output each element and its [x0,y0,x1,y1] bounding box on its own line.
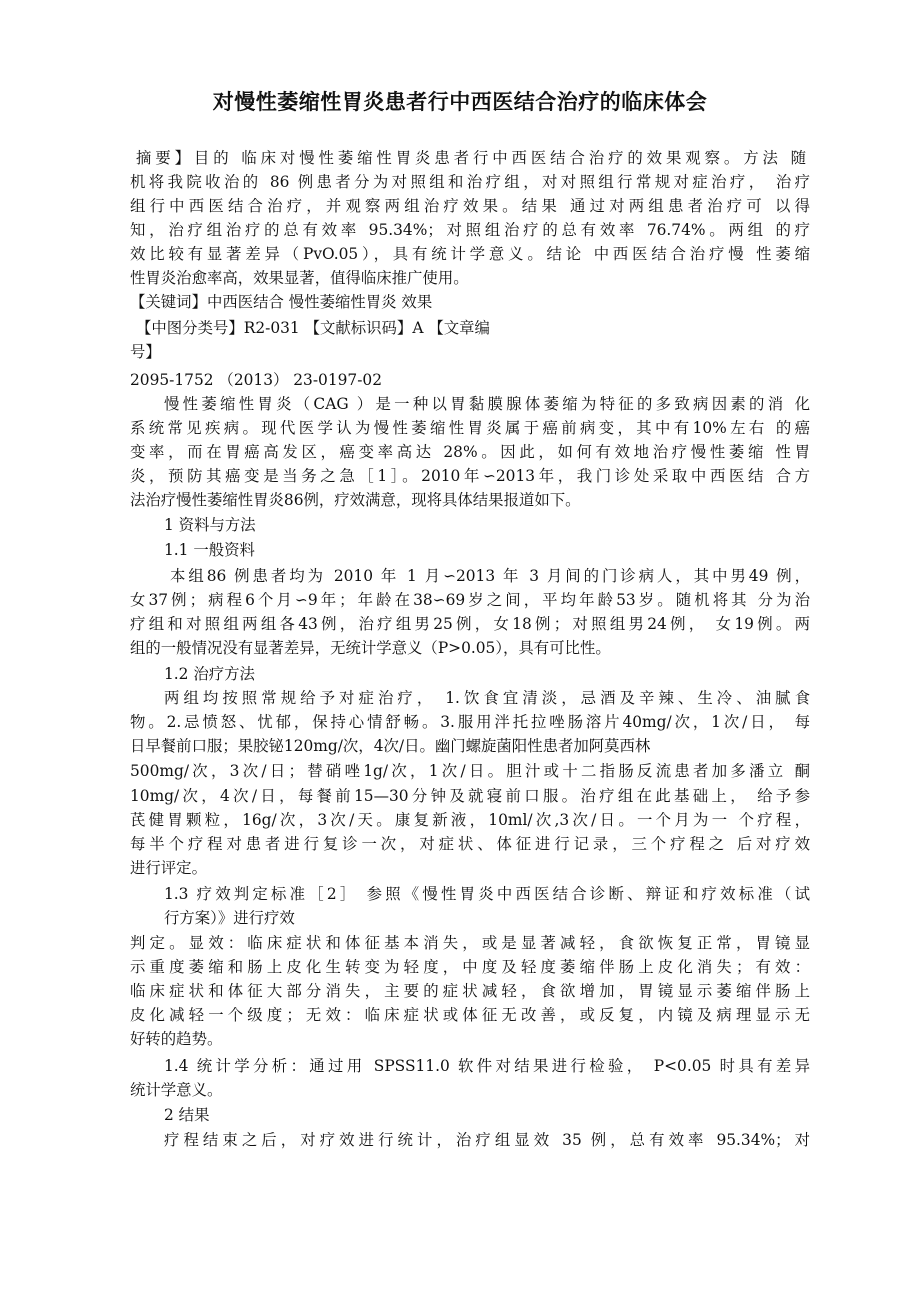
text-line: 摘要】目的 临床对慢性萎缩性胃炎患者行中西医结合治疗的效果观察。方法 随 [136,149,806,167]
text-line: 日早餐前口服；果胶铋120mg/次，4次/日。幽门螺旋菌阳性患者加阿莫西林 [130,737,651,755]
text-line: 两组均按照常规给予对症治疗， 1.饮食宜清淡，忌酒及辛辣、生冷、油腻食 [164,689,810,707]
text-line: 慢性萎缩性胃炎（CAG ）是一种以胃黏膜腺体萎缩为特征的多致病因素的消 化 [164,395,810,413]
text-line: 疗组和对照组两组各43例，治疗组男25例，女18例；对照组男24例， 女19例。两 [130,615,810,633]
text-line: 组行中西医结合治疗，并观察两组治疗效果。结果 通过对两组患者治疗可 以得 [130,197,810,215]
text-line: 500mg/次，3次/日；替硝唑1g/次，1次/日。胆汁或十二指肠反流患者加多潘立 酮 [130,762,810,780]
text-line: 1.3 疗效判定标准［2］ 参照《慢性胃炎中西医结合诊断、辩证和疗效标准（试 [164,885,810,903]
text-line: 皮化减轻一个级度；无效：临床症状或体征无改善，或反复，内镜及病理显示无 [130,1006,810,1024]
text-line: 示重度萎缩和肠上皮化生转变为轻度，中度及轻度萎缩伴肠上皮化消失；有效： [130,958,810,976]
text-line: 统计学意义。 [130,1081,223,1099]
text-line: 法治疗慢性萎缩性胃炎86例，疗效满意，现将具体结果报道如下。 [130,491,581,509]
article-number-line: 2095-1752 （2013） 23-0197-02 [130,371,383,389]
subsection-heading: 1.1 一般资料 [164,541,255,559]
text-line: 系统常见疾病。现代医学认为慢性萎缩性胃炎属于癌前病变，其中有10%左右 的癌 [130,419,810,437]
keywords-line: 【关键词】中西医结合 慢性萎缩性胃炎 效果 [130,293,433,311]
subsection-heading: 1.2 治疗方法 [164,665,255,683]
text-line: 本组86 例患者均为 2010 年 1 月∽2013 年 3 月间的门诊病人，其中男49 例， [170,567,810,585]
text-line: 判定。显效：临床症状和体征基本消失，或是显著减轻，食欲恢复正常，胃镜显 [130,934,810,952]
text-line: 女37例；病程6个月∽9年；年龄在38∽69岁之间，平均年龄53岁。随机将其 分为治 [130,591,810,609]
text-line: 物。2.忌愤怒、忧郁，保持心情舒畅。3.服用泮托拉唑肠溶片40mg/次，1次/日， 每 [130,713,810,731]
text-line: 性胃炎治愈率高，效果显著，值得临床推广使用。 [130,269,469,287]
text-line: 1.4 统计学分析：通过用 SPSS11.0 软件对结果进行检验， P<0.05 时具有差异 [164,1057,810,1075]
text-line: 号】 [130,343,161,361]
text-line: 临床症状和体征大部分消失，主要的症状减轻，食欲增加，胃镜显示萎缩伴肠上 [130,982,810,1000]
text-line: 10mg/次，4次/日，每餐前15—30分钟及就寝前口服。治疗组在此基础上， 给予参 [130,787,810,805]
text-line: 疗程结束之后，对疗效进行统计，治疗组显效 35 例，总有效率 95.34%；对 [164,1131,810,1149]
text-line: 效比较有显著差异（PvO.05），具有统计学意义。结论 中西医结合治疗慢 性萎缩 [130,245,810,263]
text-line: 芪健胃颗粒，16g/次，3次/天。康复新液，10ml/次,3次/日。一个月为一 个疗程， [130,811,810,829]
text-line: 进行评定。 [130,859,207,877]
text-line: 机将我院收治的 86 例患者分为对照组和治疗组，对对照组行常规对症治疗， 治疗 [130,173,810,191]
section-heading: 2 结果 [164,1106,210,1124]
text-line: 组的一般情况没有显著差异，无统计学意义（P>0.05），具有可比性。 [130,639,611,657]
text-line: 行方案）》进行疗效 [164,909,295,927]
text-line: 变率，而在胃癌高发区，癌变率高达 28%。因此，如何有效地治疗慢性萎缩 性胃 [130,443,810,461]
text-line: 好转的趋势。 [130,1030,223,1048]
classification-line: 【中图分类号】R2-031 【文献标识码】A 【文章编 [136,319,490,337]
text-line: 每半个疗程对患者进行复诊一次，对症状、体征进行记录，三个疗程之 后对疗效 [130,835,810,853]
text-line: 炎，预防其癌变是当务之急［1］。2010年∽2013年，我门诊处采取中西医结 合方 [130,467,810,485]
page-title: 对慢性萎缩性胃炎患者行中西医结合治疗的临床体会 [212,90,708,114]
section-heading: 1 资料与方法 [164,516,256,534]
text-line: 知，治疗组治疗的总有效率 95.34%；对照组治疗的总有效率 76.74%。两组 的疗 [130,221,810,239]
